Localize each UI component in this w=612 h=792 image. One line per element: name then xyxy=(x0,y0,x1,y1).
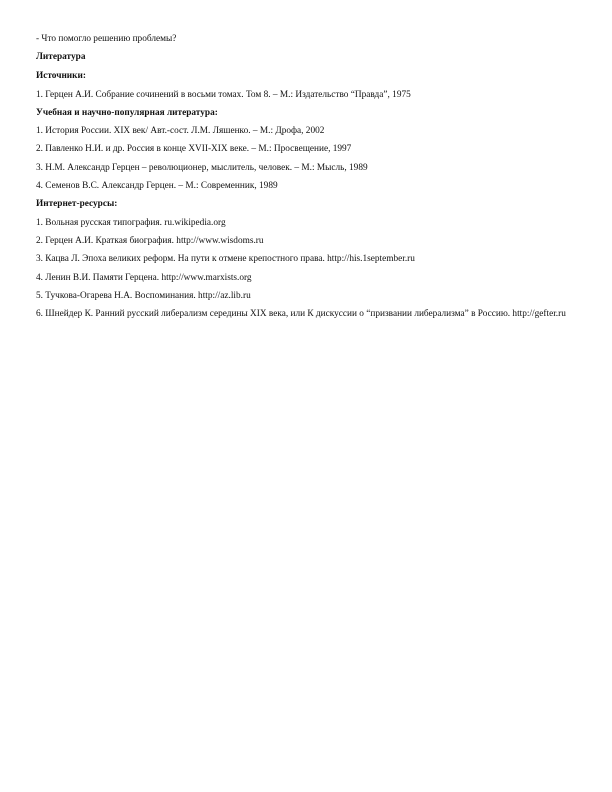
educational-item: 1. История России. XIX век/ Авт.-сост. Л.М. Ляшенко. – М.: Дрофа, 2002 xyxy=(36,126,325,137)
sources-heading: Источники: xyxy=(36,70,86,81)
internet-item: 4. Ленин В.И. Памяти Герцена. http://www.marxists.org xyxy=(36,272,252,283)
literature-heading: Литература xyxy=(36,52,86,63)
internet-heading: Интернет-ресурсы: xyxy=(36,199,118,210)
internet-item: 6. Шнейдер К. Ранний русский либерализм середины XIX века, или К дискуссии о “призвании либерализма” в Россию. http://gefter.ru xyxy=(36,309,566,320)
educational-item: 4. Семенов В.С. Александр Герцен. – М.: Современник, 1989 xyxy=(36,181,278,192)
internet-item: 1. Вольная русская типография. ru.wikipedia.org xyxy=(36,217,226,228)
internet-item: 2. Герцен А.И. Краткая биография. http://www.wisdoms.ru xyxy=(36,235,264,246)
educational-item: 3. Н.М. Александр Герцен – революционер, мыслитель, человек. – М.: Мысль, 1989 xyxy=(36,162,368,173)
source-item: 1. Герцен А.И. Собрание сочинений в восьми томах. Том 8. – М.: Издательство “Правда”, 1975 xyxy=(36,89,411,100)
internet-item: 3. Кацва Л. Эпоха великих реформ. На пути к отмене крепостного права. http://his.1september.ru xyxy=(36,254,415,265)
intro-question: - Что помогло решению проблемы? xyxy=(36,34,177,44)
internet-item: 5. Тучкова-Огарева Н.А. Воспоминания. http://az.lib.ru xyxy=(36,290,251,301)
educational-heading: Учебная и научно-популярная литература: xyxy=(36,107,218,118)
educational-item: 2. Павленко Н.И. и др. Россия в конце XVII-XIX веке. – М.: Просвещение, 1997 xyxy=(36,144,352,155)
